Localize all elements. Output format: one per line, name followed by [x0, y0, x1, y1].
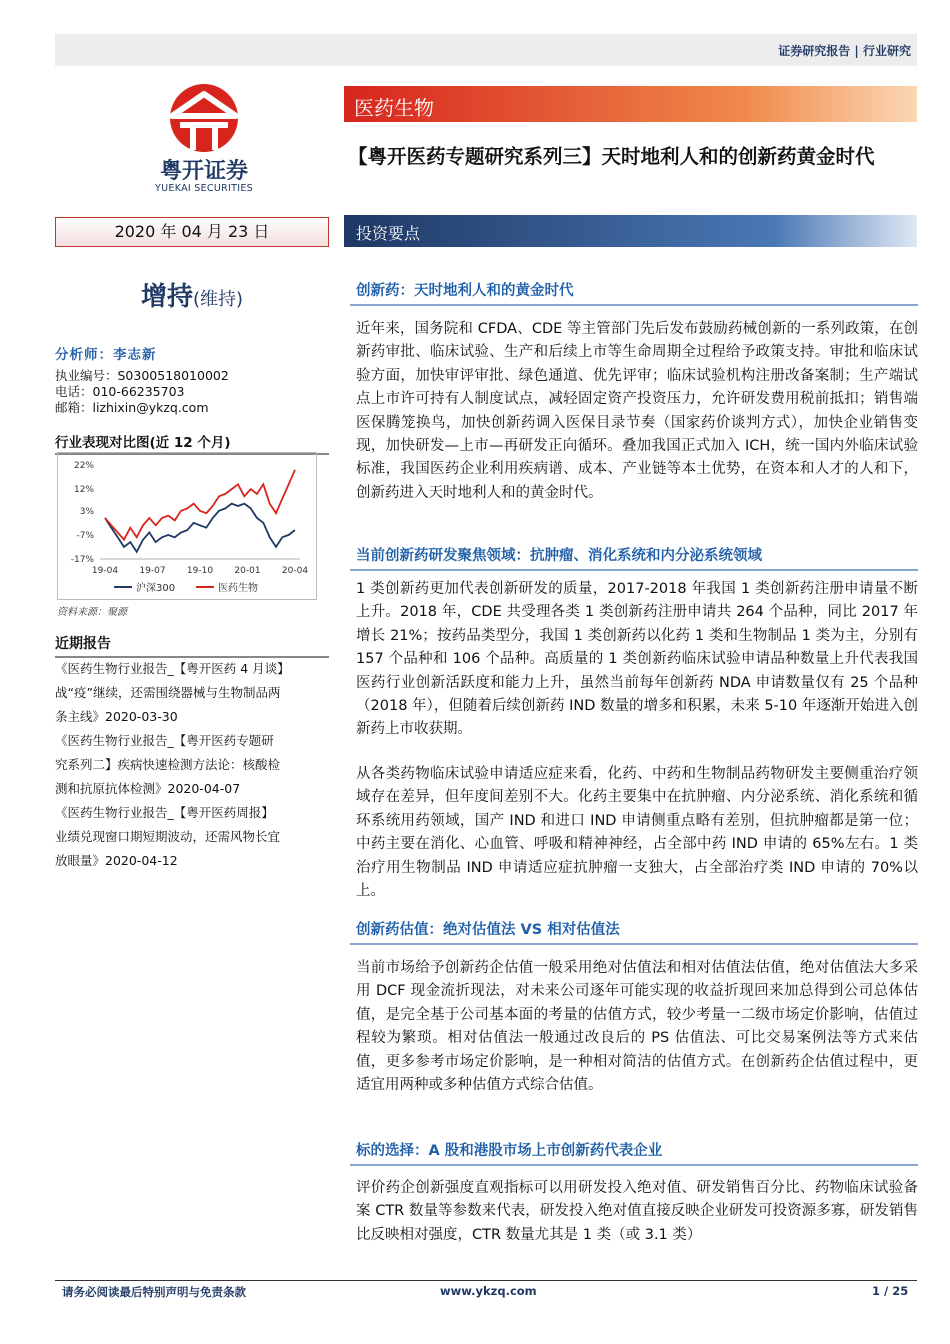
logo-name-cn: 粤开证券	[159, 159, 248, 184]
x-tick-label: 20-04	[281, 566, 309, 576]
footer-divider	[55, 1280, 917, 1281]
recent-report-line: 条主线》2020-03-30	[55, 709, 178, 724]
section-paragraph: 当前市场给予创新药企估值一般采用绝对估值法和相对估值法估值，绝对估值法大多采用 DCF 现金流折现法，对未来公司逐年可能实现的收益折现回来加总得到公司总体估值，是完全基于公司基本面的考量的估值方式，较少考量一二级市场定价影响，估值过程较为繁琐。相对估值法一般通过改良后的 PS 估值法、可比交易案例法等方式来估值，更多参考市场定价影响，是一种相对简洁的估值方式。在创新药企估值过程中，更适宜用两种或多种估值方式综合估值。	[356, 960, 918, 1094]
recent-report-line: 测和抗原抗体检测》2020-04-07	[55, 781, 241, 796]
report-title: 【粤开医药专题研究系列三】天时地利人和的创新药黄金时代	[348, 145, 875, 168]
analyst-phone: 电话：010-66235703	[55, 384, 185, 399]
legend-label: 沪深300	[136, 583, 176, 594]
section-heading: 创新药估值：绝对估值法 VS 相对估值法	[350, 916, 918, 945]
recent-report-line: 《医药生物行业报告_【粤开医药周报】	[55, 805, 274, 820]
key-points-label: 投资要点	[356, 224, 421, 243]
sector-label: 医药生物	[354, 96, 434, 120]
y-tick-label: 12%	[73, 485, 94, 496]
x-tick-label: 19-04	[91, 566, 119, 576]
recent-report-line: 究系列二】疾病快速检测方法论：核酸检	[55, 757, 281, 772]
section-heading: 当前创新药研发聚焦领域：抗肿瘤、消化系统和内分泌系统领域	[350, 542, 918, 571]
recent-report-line: 放眼量》2020-04-12	[55, 853, 178, 868]
report-type: 证券研究报告 | 行业研究	[778, 44, 911, 58]
footer-disclaimer[interactable]: 请务必阅读最后特别声明与免责条款	[62, 1285, 246, 1299]
analyst-email: 邮箱：lizhixin@ykzq.com	[55, 400, 209, 415]
y-tick-label: -7%	[76, 530, 94, 541]
logo-name-en: YUEKAI SECURITIES	[155, 183, 253, 194]
recent-report-line: 《医药生物行业报告_【粤开医药专题研	[55, 733, 274, 748]
y-tick-label: 3%	[79, 506, 94, 517]
performance-chart	[57, 452, 317, 600]
section-paragraph: 从各类药物临床试验申请适应症来看，化药、中药和生物制品药物研发主要侧重治疗领域存在差异，但年度间差别不大。化药主要集中在抗肿瘤、内分泌系统、消化系统和循环系统用药领域，国产 IND 和进口 IND 申请侧重点略有差别，但抗肿瘤都是第一位；中药主要在消化、心血管、呼吸和精神神经，占全部中药 IND 申请的 65%左右。1 类治疗用生物制品 IND 申请适应症抗肿瘤一支独大，占全部治疗类 IND 申请的 70%以上。	[356, 766, 918, 900]
rating-sub: (维持)	[192, 289, 244, 310]
y-tick-label: 22%	[73, 461, 94, 471]
performance-chart-title: 行业表现对比图(近 12 个月)	[55, 431, 329, 455]
x-tick-label: 19-07	[139, 566, 166, 576]
section-paragraph: 评价药企创新强度直观指标可以用研发投入绝对值、研发销售百分比、药物临床试验备案 CTR 数量等参数来代表，研发投入绝对值直接反映企业研发可投资源多寡，研发销售比反映相对强度，CTR 数量尤其是 1 类（或 3.1 类）	[356, 1180, 918, 1243]
footer-page-number: 1 / 25	[872, 1284, 909, 1298]
legend-label: 医药生物	[218, 583, 258, 594]
section-paragraph: 1 类创新药更加代表创新研发的质量，2017-2018 年我国 1 类创新药注册申请量不断上升。2018 年，CDE 共受理各类 1 类创新药注册申请共 264 个品种，同比 2017 年增长 21%；按药品类型分，我国 1 类创新药以化药 1 类和生物制品 1 类为主，分别有 157 个品种和 106 个品种。高质量的 1 类创新药临床试验申请品种数量上升代表我国医药行业创新活跃度和能力上升，虽然当前每年创新药 NDA 申请数量仅有 25 个品种（2018 年），但随着后续创新药 IND 数量的增多和积累，未来 5-10 年逐渐开始进入创新药上市收获期。	[356, 581, 918, 738]
recent-reports-title: 近期报告	[55, 633, 329, 658]
y-tick-label: -17%	[70, 555, 94, 565]
footer-website[interactable]: www.ykzq.com	[440, 1284, 537, 1298]
recent-report-line: 业绩兑现窗口期短期波动，还需风物长宜	[55, 829, 281, 844]
sector-banner	[344, 86, 917, 122]
chart-source: 资料来源：聚源	[57, 607, 127, 618]
section-heading: 创新药：天时地利人和的黄金时代	[350, 277, 918, 306]
section-heading: 标的选择：A 股和港股市场上市创新药代表企业	[350, 1137, 918, 1166]
rating	[55, 276, 329, 313]
rating-main: 增持	[140, 282, 193, 312]
report-date: 2020 年 04 月 23 日	[55, 217, 329, 247]
analyst-name: 分析师：李志新	[55, 347, 157, 363]
recent-report-line: 《医药生物行业报告_【粤开医药 4 月谈】	[55, 661, 290, 676]
logo-emblem-icon	[150, 82, 258, 154]
chart-svg	[58, 453, 316, 599]
top-header-bar	[55, 34, 917, 66]
recent-report-line: 战“疫”继续，还需围绕器械与生物制品两	[55, 685, 281, 700]
x-tick-label: 20-01	[234, 566, 261, 576]
x-tick-label: 19-10	[186, 566, 214, 576]
company-logo	[150, 82, 258, 202]
section-paragraph: 近年来，国务院和 CFDA、CDE 等主管部门先后发布鼓励药械创新的一系列政策，在创新药审批、临床试验、生产和后续上市等生命周期全过程给予政策支持。审批和临床试验方面，加快审评审批、绿色通道、优先评审；临床试验机构注册改备案制；生产端试点上市许可持有人制度试点，减轻固定资产投资压力，允许研发费用税前抵扣；销售端医保腾笼换鸟，加快创新药调入医保目录节奏（国家药价谈判方式），加快企业销售变现，加快研发—上市—再研发正向循环。叠加我国正式加入 ICH，统一国内外临床试验标准，我国医药企业利用疾病谱、成本、产业链等本土优势，在资本和人才的人和下，创新药进入天时地利人和的黄金时代。	[356, 321, 918, 501]
key-points-banner	[344, 215, 917, 247]
analyst-license: 执业编号：S0300518010002	[55, 368, 229, 383]
